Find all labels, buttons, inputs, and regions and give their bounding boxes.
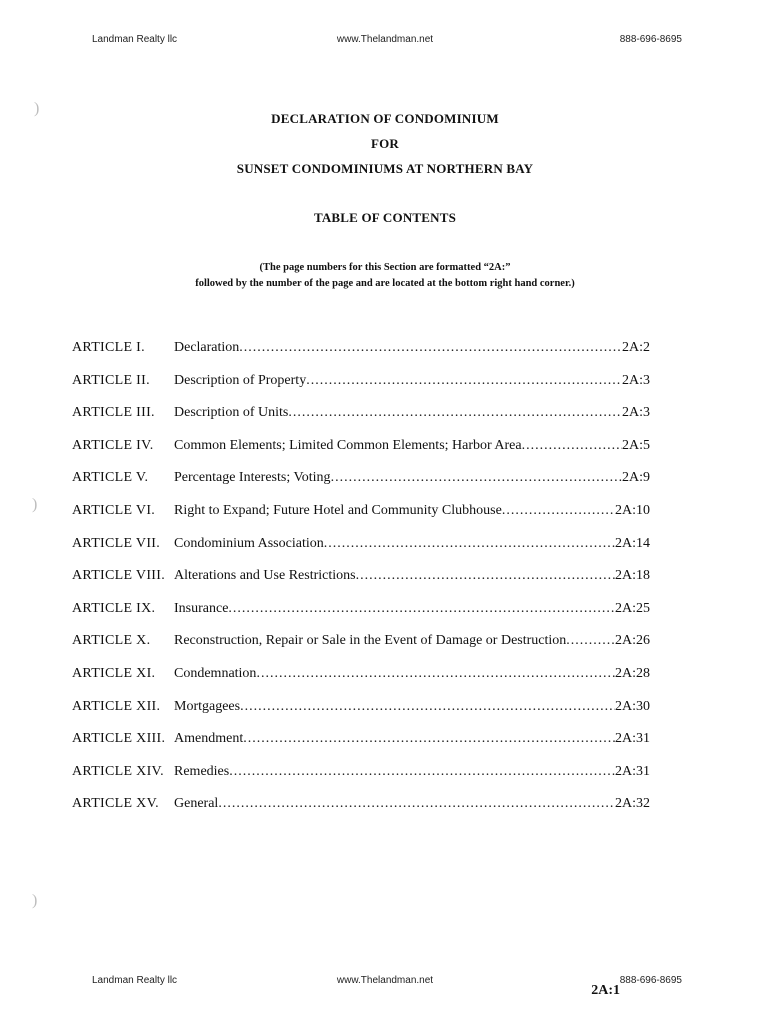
toc-row [72, 568, 650, 601]
toc-article-number: ARTICLE VI. [72, 502, 156, 518]
toc-page-number: 2A:3 [622, 405, 650, 421]
toc-article-number: ARTICLE III. [72, 405, 155, 421]
toc-article-number: ARTICLE IX. [72, 600, 156, 616]
toc-dot-leader [228, 601, 615, 617]
toc-page-number: 2A:32 [615, 796, 650, 812]
toc-dot-leader [306, 373, 622, 389]
toc-entry [174, 568, 650, 584]
toc-entry [174, 340, 650, 356]
toc-article-title: Percentage Interests; Voting [174, 470, 331, 486]
toc-article-number: ARTICLE VIII. [72, 568, 166, 584]
toc-page-number: 2A:28 [615, 665, 650, 681]
toc-page-number: 2A:10 [615, 502, 650, 518]
toc-article-title: General [174, 796, 219, 812]
page-number-note-line2: followed by the number of the page and are located at the bottom right hand corner.) [195, 278, 575, 289]
toc-heading: TABLE OF CONTENTS [313, 210, 457, 225]
toc-dot-leader [243, 731, 615, 747]
toc-dot-leader [240, 699, 615, 715]
toc-entry [174, 764, 650, 780]
toc-dot-leader [229, 764, 615, 780]
toc-article-title: Amendment [174, 731, 244, 747]
header-phone: 888-696-8695 [619, 34, 682, 45]
toc-row [72, 699, 650, 732]
footer-phone: 888-696-8695 [619, 975, 682, 986]
toc-row [72, 731, 650, 764]
toc-article-number: ARTICLE XIII. [72, 731, 166, 747]
toc-entry [174, 796, 650, 812]
toc-entry [174, 438, 650, 454]
toc-entry [174, 405, 650, 421]
toc-row [72, 601, 650, 634]
toc-article-title: Declaration [174, 340, 240, 355]
toc-row [72, 373, 650, 406]
toc-page-number: 2A:26 [615, 633, 650, 649]
toc-row [72, 470, 650, 503]
toc-page-number: 2A:30 [615, 698, 650, 714]
toc-dot-leader [239, 340, 622, 356]
toc-row [72, 633, 650, 666]
toc-dot-leader [522, 438, 622, 454]
toc-row [72, 536, 650, 569]
toc-dot-leader [566, 633, 615, 649]
toc-row [72, 666, 650, 699]
toc-entry [174, 536, 650, 552]
toc-article-title: Right to Expand; Future Hotel and Community Clubhouse [174, 502, 502, 518]
toc-row [72, 438, 650, 471]
toc-article-title: Description of Units [174, 405, 289, 421]
header-company: Landman Realty llc [92, 34, 178, 45]
document-title-for: FOR [370, 136, 400, 151]
toc-page-number: 2A:31 [615, 763, 650, 779]
toc-article-title: Reconstruction, Repair or Sale in the Event of Damage or Destruction [174, 633, 567, 649]
toc-page-number: 2A:5 [622, 437, 650, 453]
toc-article-number: ARTICLE I. [72, 340, 145, 355]
toc-dot-leader [502, 503, 615, 519]
toc-article-title: Remedies [174, 763, 230, 779]
page-footer [0, 975, 770, 991]
toc-page-number: 2A:18 [615, 568, 650, 584]
toc-article-title: Condemnation [174, 665, 257, 681]
toc-row [72, 340, 650, 373]
toc-article-number: ARTICLE II. [72, 372, 150, 388]
document-subtitle: SUNSET CONDOMINIUMS AT NORTHERN BAY [236, 161, 534, 176]
scan-mark: ) [34, 100, 40, 117]
toc-row [72, 405, 650, 438]
toc-dot-leader [218, 796, 615, 812]
toc-article-title: Insurance [174, 600, 229, 616]
toc-page-number: 2A:9 [622, 470, 650, 486]
toc-article-number: ARTICLE V. [72, 470, 149, 486]
toc-article-number: ARTICLE IV. [72, 437, 154, 453]
footer-website: www.Thelandman.net [336, 975, 434, 986]
toc-article-number: ARTICLE XI. [72, 665, 156, 681]
toc-dot-leader [356, 568, 615, 584]
toc-row [72, 503, 650, 536]
toc-entry [174, 731, 650, 747]
toc-page-number: 2A:2 [622, 340, 650, 355]
toc-entry [174, 373, 650, 389]
toc-row [72, 796, 650, 829]
toc-entry [174, 470, 650, 486]
toc-article-title: Alterations and Use Restrictions [174, 568, 356, 584]
toc-page-number: 2A:3 [622, 372, 650, 388]
toc-article-number: ARTICLE XII. [72, 698, 161, 714]
scan-mark: ) [32, 496, 38, 513]
toc-dot-leader [256, 666, 615, 682]
toc-entry [174, 601, 650, 617]
scan-mark: ) [32, 892, 38, 909]
toc-article-number: ARTICLE XV. [72, 796, 159, 812]
toc-article-number: ARTICLE XIV. [72, 763, 164, 779]
toc-dot-leader [324, 536, 615, 552]
toc-article-title: Condominium Association [174, 535, 324, 551]
toc-page-number: 2A:14 [615, 535, 650, 551]
toc-dot-leader [288, 405, 622, 421]
header-website: www.Thelandman.net [336, 34, 434, 45]
page-number-note-line1: (The page numbers for this Section are formatted “2A:” [259, 262, 511, 273]
page-number: 2A:1 [591, 983, 620, 998]
toc-entry [174, 666, 650, 682]
toc-article-title: Description of Property [174, 372, 307, 388]
document-title: DECLARATION OF CONDOMINIUM [271, 111, 499, 126]
toc-entry [174, 699, 650, 715]
footer-company: Landman Realty llc [92, 975, 178, 986]
toc-entry [174, 503, 650, 519]
toc-page-number: 2A:25 [615, 600, 650, 616]
table-of-contents [72, 340, 650, 829]
toc-article-title: Mortgagees [174, 698, 241, 714]
toc-page-number: 2A:31 [615, 731, 650, 747]
toc-entry [174, 633, 650, 649]
toc-row [72, 764, 650, 797]
page-header [0, 34, 770, 50]
toc-article-number: ARTICLE VII. [72, 535, 161, 551]
toc-article-number: ARTICLE X. [72, 633, 151, 649]
toc-dot-leader [331, 470, 622, 486]
toc-article-title: Common Elements; Limited Common Elements; Harbor Area [174, 437, 522, 453]
